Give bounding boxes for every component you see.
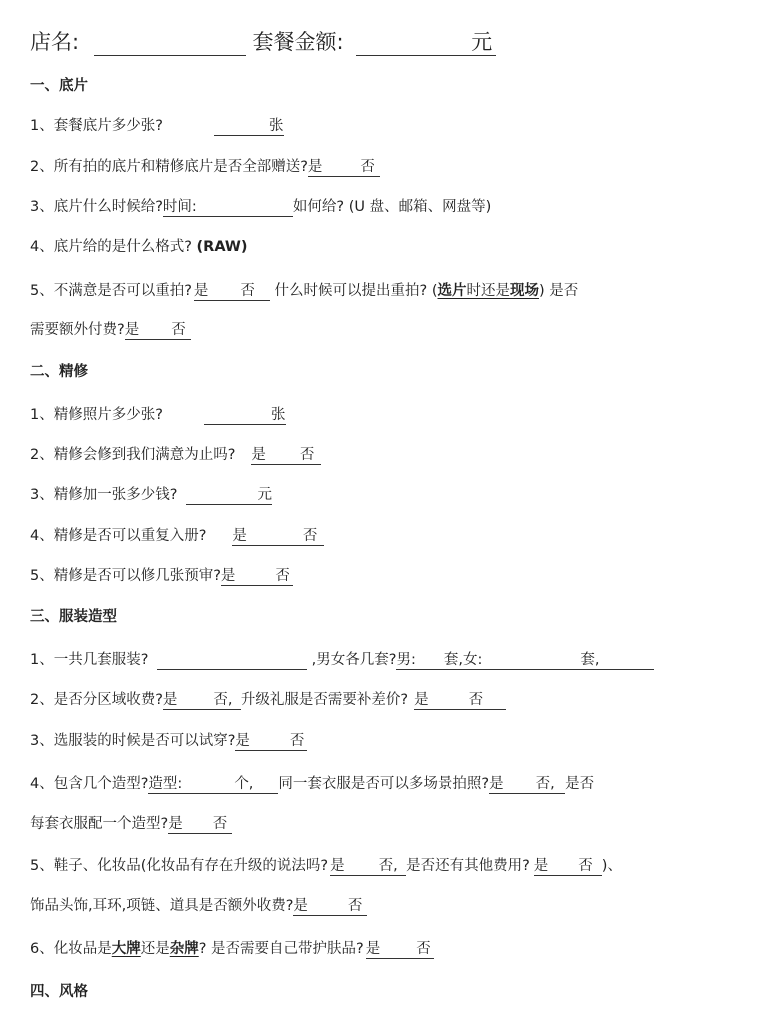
s1-q3	[30, 197, 491, 217]
yes-option: 是	[232, 528, 247, 544]
section-4-title: 四、风格	[30, 984, 88, 1000]
s2-q5-text: 5、精修是否可以修几张预审?	[30, 568, 221, 584]
s1-q5-tail: ) 是否	[539, 283, 579, 299]
s3-q5	[30, 856, 622, 876]
no-option: 否	[416, 941, 431, 957]
s2-q5-options	[221, 566, 293, 586]
yes-option: 是	[307, 159, 323, 175]
option-misc-brand: 杂牌	[169, 941, 199, 957]
s3-q5-line2-options	[293, 896, 367, 916]
raw-format: (RAW)	[196, 239, 248, 255]
s1-q1-text: 1、套餐底片多少张?	[30, 118, 163, 134]
ge-label: 个,	[234, 776, 254, 792]
s1-q5-or: 时还是	[466, 283, 510, 299]
s3-q4	[30, 774, 594, 794]
s3-q2	[30, 690, 506, 710]
s2-q2	[30, 445, 321, 465]
s3-q5-mid: 是否还有其他费用?	[406, 858, 530, 874]
s3-q2-text: 2、是否分区域收费?	[30, 692, 163, 708]
no-option: 否	[212, 816, 228, 832]
s2-q2-options	[251, 445, 321, 465]
no-option: 否,	[213, 692, 233, 708]
no-option: 否	[275, 568, 290, 584]
s1-q5	[30, 281, 578, 301]
s1-q2-text: 2、所有拍的底片和精修底片是否全部赠送?	[30, 159, 308, 175]
s2-q1	[30, 405, 286, 425]
yuan-unit: 元	[471, 30, 493, 54]
tao-label: 套,	[443, 652, 463, 668]
package-amount-blank	[356, 28, 496, 56]
yes-option: 是	[414, 692, 429, 708]
section-2-title: 二、精修	[30, 364, 88, 380]
s3-q4-options	[489, 774, 565, 794]
s3-q3-text: 3、选服装的时候是否可以试穿?	[30, 733, 236, 749]
s3-q1-gender-blank	[396, 650, 654, 670]
s3-q4-tail: 是否	[565, 776, 595, 792]
yes-option: 是	[193, 283, 209, 299]
s3-q5-line2	[30, 896, 367, 916]
no-option: 否	[578, 858, 593, 874]
s1-q3-text: 3、底片什么时候给?	[30, 199, 163, 215]
yes-option: 是	[489, 776, 504, 792]
no-option: 否	[299, 447, 315, 463]
s2-q3	[30, 485, 272, 505]
no-option: 否	[289, 733, 305, 749]
s1-q5-line2-text: 需要额外付费?	[30, 322, 125, 338]
section-3-title: 三、服装造型	[30, 609, 117, 625]
option-big-brand: 大牌	[111, 941, 141, 957]
s1-q4	[30, 237, 248, 257]
no-option: 否,	[378, 858, 398, 874]
s2-q4	[30, 526, 324, 546]
s1-q1-unit: 张	[269, 118, 284, 134]
s2-q4-text: 4、精修是否可以重复入册?	[30, 528, 207, 544]
s1-q5-when: 什么时候可以提出重拍? (	[274, 283, 438, 299]
yes-option: 是	[251, 447, 266, 463]
yes-option: 是	[235, 733, 250, 749]
s3-q1-count-blank	[157, 650, 307, 670]
no-option: 否	[171, 322, 186, 338]
s3-q5-tail: )、	[601, 858, 622, 874]
s2-q1-blank	[204, 405, 286, 425]
s2-q3-text: 3、精修加一张多少钱?	[30, 487, 178, 503]
s3-q3-options	[235, 731, 307, 751]
s3-q2-mid: 升级礼服是否需要补差价?	[240, 692, 409, 708]
s3-q5-text: 5、鞋子、化妆品(化妆品有存在升级的说法吗?	[30, 858, 329, 874]
s3-q6-options	[366, 939, 434, 959]
s2-q3-blank	[186, 485, 272, 505]
s1-q3-time-blank	[163, 197, 293, 217]
s3-q4-line2	[30, 814, 232, 834]
s3-q4-text: 4、包含几个造型?	[30, 776, 149, 792]
s3-q5-line2-text: 饰品头饰,耳环,项链、道具是否额外收费?	[30, 898, 294, 914]
s1-q5-line2-options	[125, 320, 191, 340]
s1-q3-how: 如何给? (U 盘、邮箱、网盘等)	[292, 199, 492, 215]
s3-q2-options	[163, 690, 241, 710]
no-option: 否	[302, 528, 318, 544]
s3-q2-options-2	[414, 690, 506, 710]
s1-q1-blank	[214, 116, 284, 136]
s3-q3	[30, 731, 307, 751]
s1-q1	[30, 116, 284, 136]
s1-q5-line2	[30, 320, 191, 340]
yes-option: 是	[330, 858, 345, 874]
s3-q4-line2-options	[168, 814, 232, 834]
tao-label: 套,	[580, 652, 600, 668]
no-option: 否	[240, 283, 255, 299]
s3-q4-line2-text: 每套衣服配一个造型?	[30, 816, 169, 832]
option-onsite: 现场	[510, 283, 539, 299]
s3-q4-style-blank	[148, 774, 278, 794]
yes-option: 是	[168, 816, 183, 832]
s3-q5-options	[330, 856, 406, 876]
s2-q3-unit: 元	[257, 487, 273, 503]
section-1-title: 一、底片	[30, 78, 88, 94]
s2-q1-text: 1、精修照片多少张?	[30, 407, 163, 423]
no-option: 否	[347, 898, 363, 914]
s3-q5-options-2	[534, 856, 602, 876]
s3-q6-text: 6、化妆品是	[30, 941, 112, 957]
yes-option: 是	[220, 568, 236, 584]
male-label: 男:	[396, 652, 416, 668]
no-option: 否,	[535, 776, 555, 792]
yes-option: 是	[293, 898, 308, 914]
time-label: 时间:	[162, 199, 197, 215]
female-label: 女:	[462, 652, 483, 668]
yes-option: 是	[162, 692, 178, 708]
option-selection: 选片	[437, 283, 467, 299]
s1-q4-text: 4、底片给的是什么格式?	[30, 239, 197, 255]
package-amount-label: 套餐金额:	[252, 30, 344, 54]
s2-q4-options	[232, 526, 324, 546]
s1-q5-text: 5、不满意是否可以重拍?	[30, 283, 192, 299]
s3-q6-mid: ? 是否需要自己带护肤品?	[198, 941, 364, 957]
s2-q5	[30, 566, 293, 586]
s1-q5-options	[194, 281, 270, 301]
s2-q2-text: 2、精修会修到我们满意为止吗?	[30, 447, 236, 463]
s2-q1-unit: 张	[271, 407, 286, 423]
header-line	[30, 28, 496, 56]
s3-q1-text: 1、一共几套服装?	[30, 652, 149, 668]
s3-q1-mid: ,男女各几套?	[311, 652, 397, 668]
store-name-label: 店名:	[30, 30, 80, 54]
no-option: 否	[360, 159, 375, 175]
s3-q6-or: 还是	[140, 941, 170, 957]
store-name-blank	[94, 28, 246, 56]
yes-option: 是	[365, 941, 381, 957]
yes-option: 是	[124, 322, 140, 338]
s3-q1	[30, 650, 654, 670]
s1-q2	[30, 157, 380, 177]
s1-q2-options	[308, 157, 380, 177]
s3-q4-mid: 同一套衣服是否可以多场景拍照?	[278, 776, 490, 792]
no-option: 否	[468, 692, 484, 708]
yes-option: 是	[533, 858, 549, 874]
style-label: 造型:	[148, 776, 183, 792]
s3-q6	[30, 939, 434, 959]
